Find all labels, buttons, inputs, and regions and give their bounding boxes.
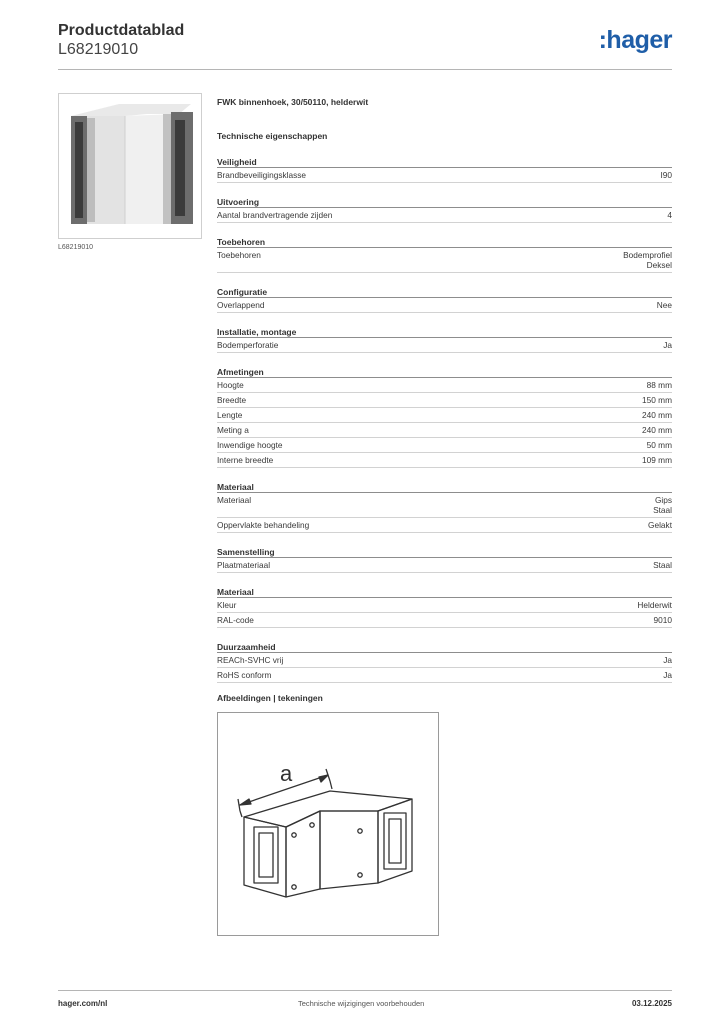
technical-properties-heading: Technische eigenschappen (217, 131, 328, 141)
page-footer (58, 990, 672, 1012)
property-row (217, 338, 672, 353)
property-value (642, 425, 672, 435)
property-value (667, 210, 672, 220)
property-group (217, 236, 672, 273)
property-value-line: 240 mm (642, 425, 672, 435)
product-thumbnail (58, 93, 202, 239)
property-value (653, 560, 672, 570)
property-value (647, 380, 672, 390)
property-row (217, 438, 672, 453)
property-value (642, 410, 672, 420)
property-group (217, 481, 672, 533)
property-value-line: Staal (653, 560, 672, 570)
product-code: L68219010 (58, 41, 139, 58)
dimension-a-label: a (280, 761, 293, 786)
property-group-title: Installatie, montage (217, 326, 672, 338)
specifications (217, 96, 672, 683)
property-label: REACh-SVHC vrij (217, 655, 284, 665)
property-row (217, 408, 672, 423)
property-value (657, 300, 672, 310)
technical-drawing (217, 712, 439, 936)
property-value-line: Helderwit (637, 600, 672, 610)
property-value (648, 520, 672, 530)
property-group-title: Materiaal (217, 481, 672, 493)
property-group-title: Uitvoering (217, 196, 672, 208)
property-group-title: Duurzaamheid (217, 641, 672, 653)
property-value-line: Staal (653, 505, 672, 515)
property-label: Bodemperforatie (217, 340, 279, 350)
property-group-title: Materiaal (217, 586, 672, 598)
property-value-line: 50 mm (646, 440, 672, 450)
thumbnail-caption: L68219010 (58, 244, 94, 251)
property-value (663, 655, 672, 665)
property-group (217, 286, 672, 313)
property-group (217, 641, 672, 683)
product-photo-icon (59, 94, 201, 238)
property-value-line: I90 (660, 170, 672, 180)
property-group-title: Veiligheid (217, 156, 672, 168)
property-value-line: 150 mm (642, 395, 672, 405)
property-group-title: Configuratie (217, 286, 672, 298)
property-value-line: 9010 (653, 615, 672, 625)
property-label: Hoogte (217, 380, 244, 390)
property-label: Toebehoren (217, 250, 261, 260)
property-value (663, 670, 672, 680)
page-header (58, 22, 672, 70)
property-label: Brandbeveiligingsklasse (217, 170, 307, 180)
property-label: Lengte (217, 410, 243, 420)
property-row (217, 378, 672, 393)
property-row (217, 168, 672, 183)
property-label: Kleur (217, 600, 237, 610)
property-group (217, 366, 672, 468)
property-value-line: Deksel (646, 260, 672, 270)
hager-logo: :hager (598, 26, 672, 54)
property-value (642, 455, 672, 465)
property-value (653, 495, 672, 515)
property-group (217, 326, 672, 353)
property-row (217, 493, 672, 518)
property-row (217, 423, 672, 438)
property-label: Meting a (217, 425, 249, 435)
property-row (217, 298, 672, 313)
property-label: Interne breedte (217, 455, 274, 465)
property-value (654, 615, 672, 625)
property-label: RoHS conform (217, 670, 272, 680)
property-group (217, 196, 672, 223)
property-value-line: Ja (663, 670, 672, 680)
property-label: Oppervlakte behandeling (217, 520, 310, 530)
property-row (217, 598, 672, 613)
property-row (217, 518, 672, 533)
property-label: Overlappend (217, 300, 265, 310)
property-group (217, 586, 672, 628)
property-value-line: Nee (656, 300, 672, 310)
property-value (637, 600, 672, 610)
property-group-title: Afmetingen (217, 366, 672, 378)
property-value-line: 109 mm (642, 455, 672, 465)
product-name: FWK binnenhoek, 30/50110, helderwit (217, 97, 369, 107)
property-label: Breedte (217, 395, 247, 405)
property-row (217, 453, 672, 468)
document-title: Productdatablad (58, 22, 185, 39)
property-group (217, 546, 672, 573)
property-row (217, 613, 672, 628)
property-value (660, 170, 672, 180)
property-row (217, 668, 672, 683)
elbow-drawing-icon (218, 713, 438, 935)
property-row (217, 208, 672, 223)
property-value (642, 395, 672, 405)
property-groups (217, 156, 672, 683)
property-value-line: Ja (663, 655, 672, 665)
property-group-title: Samenstelling (217, 546, 672, 558)
property-label: RAL-code (217, 615, 254, 625)
footer-notice: Technische wijzigingen voorbehouden (298, 999, 425, 1008)
drawings-heading: Afbeeldingen | tekeningen (217, 693, 323, 703)
property-value (623, 250, 672, 270)
footer-website[interactable]: hager.com/nl (58, 999, 108, 1008)
property-row (217, 558, 672, 573)
property-group-title: Toebehoren (217, 236, 672, 248)
property-value (663, 340, 672, 350)
property-row (217, 393, 672, 408)
footer-date: 03.12.2025 (631, 999, 672, 1008)
property-value-line: Gelakt (648, 520, 672, 530)
property-value-line: 240 mm (642, 410, 672, 420)
property-value-line: Ja (663, 340, 672, 350)
property-label: Materiaal (217, 495, 252, 505)
property-value-line: 4 (667, 210, 672, 220)
property-row (217, 653, 672, 668)
property-value-line: 88 mm (646, 380, 672, 390)
property-value-line: Gips (654, 495, 672, 505)
property-value (647, 440, 672, 450)
property-row (217, 248, 672, 273)
property-group (217, 156, 672, 183)
property-label: Inwendige hoogte (217, 440, 283, 450)
property-value-line: Bodemprofiel (623, 250, 672, 260)
property-label: Aantal brandvertragende zijden (217, 210, 333, 220)
property-label: Plaatmateriaal (217, 560, 271, 570)
